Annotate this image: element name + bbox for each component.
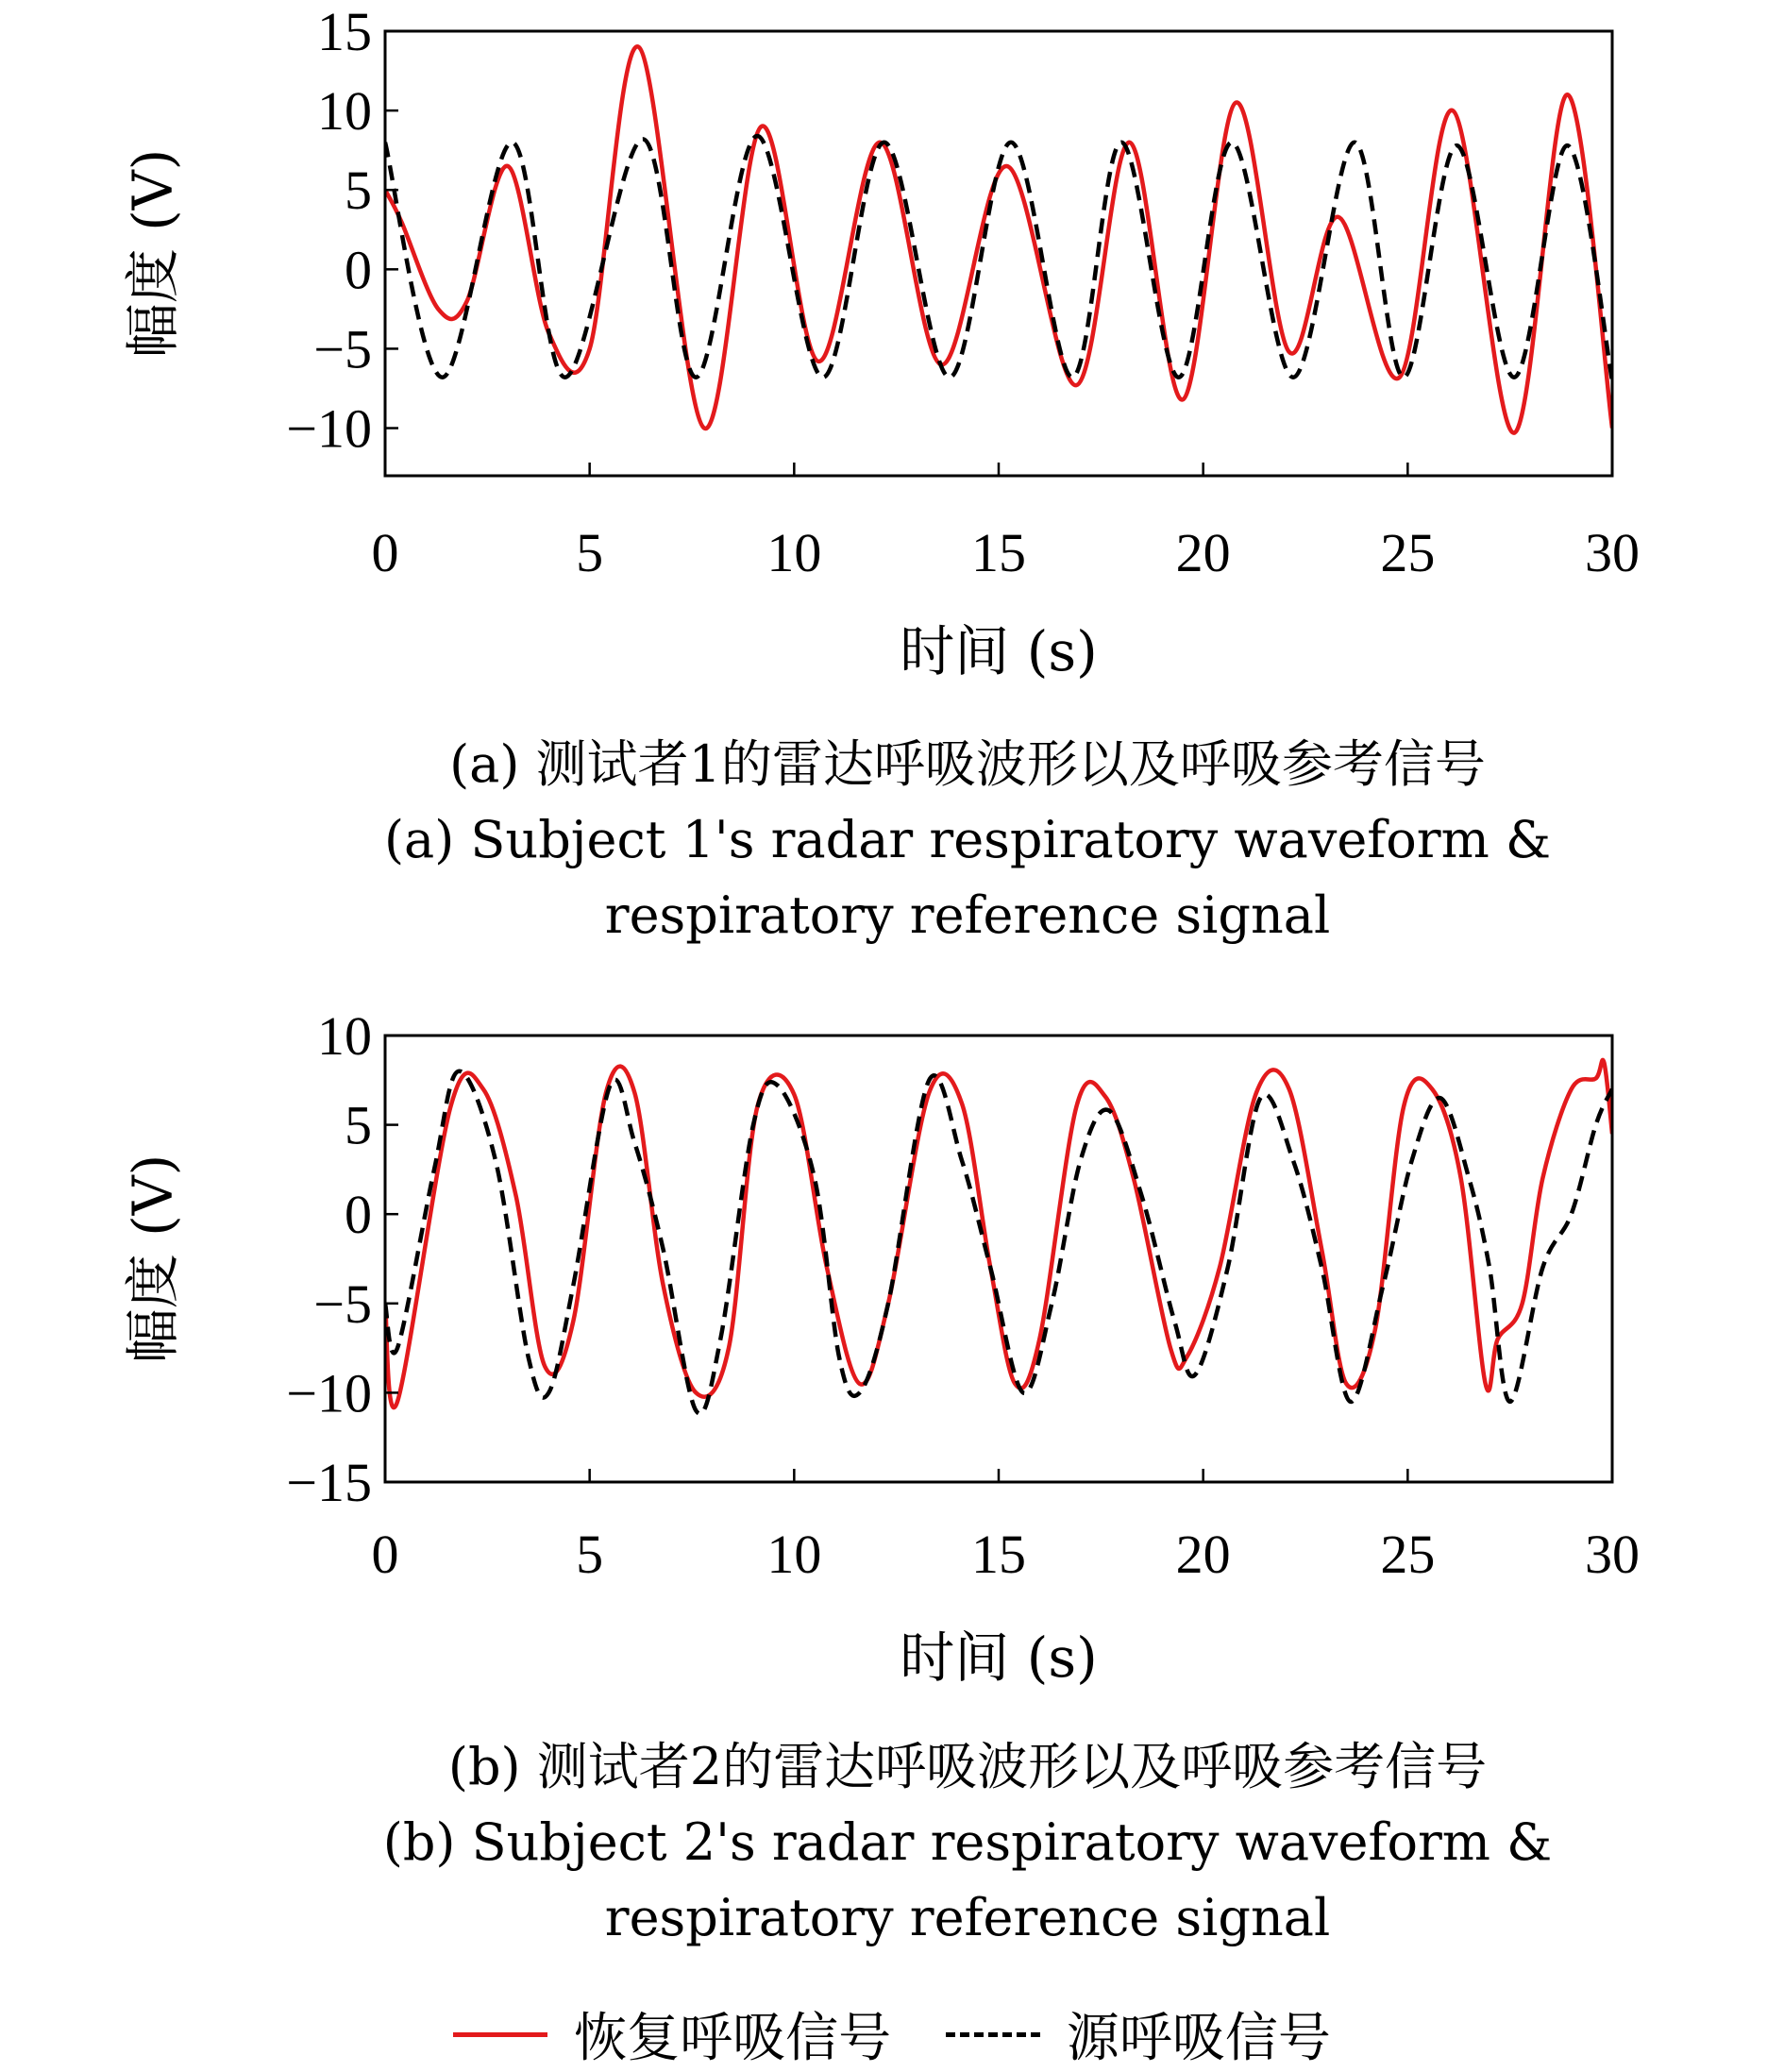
y-axis-label-a: 幅度 (V) [121,148,185,359]
y-tick-label-b: 0 [345,1184,372,1246]
plot-frame-b [385,1036,1612,1482]
legend-label-recovered: 恢复呼吸信号 [574,2008,892,2069]
x-tick-label-b: 10 [766,1524,822,1585]
x-tick-label-a: 5 [576,522,604,583]
chart-panel-b [121,1005,1640,1690]
plot-frame-a [385,31,1612,476]
y-tick-label-b: −10 [286,1362,372,1424]
x-tick-label-b: 20 [1175,1524,1231,1585]
y-tick-label-b: −15 [286,1452,372,1513]
caption-a-en-2: respiratory reference signal [604,885,1331,945]
x-tick-label-a: 0 [371,522,399,583]
y-tick-label-a: −5 [313,318,372,380]
x-axis-label-a: 时间 (s) [900,619,1098,683]
x-tick-label-b: 5 [576,1524,604,1585]
caption-a-en-1: (a) Subject 1's radar respiratory waveform & [383,810,1552,869]
x-tick-label-b: 15 [971,1524,1026,1585]
legend [0,1996,1784,2072]
legend-swatch-source [946,2032,1040,2037]
x-tick-label-a: 25 [1380,522,1436,583]
y-tick-label-b: 5 [345,1094,372,1156]
x-tick-label-a: 20 [1175,522,1231,583]
x-tick-label-b: 30 [1585,1524,1640,1585]
y-axis-label-b: 幅度 (V) [121,1154,185,1364]
legend-swatch-recovered [453,2032,547,2037]
y-tick-label-a: 15 [317,1,372,62]
x-tick-label-a: 10 [766,522,822,583]
caption-b-en-1: (b) Subject 2's radar respiratory waveform & [382,1812,1553,1872]
y-tick-label-b: 10 [317,1005,372,1067]
y-tick-label-a: −10 [286,397,372,460]
y-tick-label-a: 0 [345,239,372,301]
source-series-line-b [385,1071,1612,1414]
x-tick-label-b: 0 [371,1524,399,1585]
x-tick-label-a: 15 [971,522,1026,583]
caption-a [0,727,1784,953]
caption-b-en-2: respiratory reference signal [604,1888,1331,1947]
x-tick-label-a: 30 [1585,522,1640,583]
caption-b [0,1729,1784,1956]
x-axis-label-b: 时间 (s) [900,1626,1098,1690]
y-tick-label-b: −5 [313,1272,372,1335]
caption-b-cn: (b) 测试者2的雷达呼吸波形以及呼吸参考信号 [447,1737,1488,1796]
chart-panel-a [121,1,1640,683]
caption-a-cn: (a) 测试者1的雷达呼吸波形以及呼吸参考信号 [449,734,1486,794]
y-tick-label-a: 5 [345,160,372,222]
legend-label-source: 源呼吸信号 [1066,2008,1331,2069]
y-tick-label-a: 10 [317,80,372,143]
x-tick-label-b: 25 [1380,1524,1436,1585]
